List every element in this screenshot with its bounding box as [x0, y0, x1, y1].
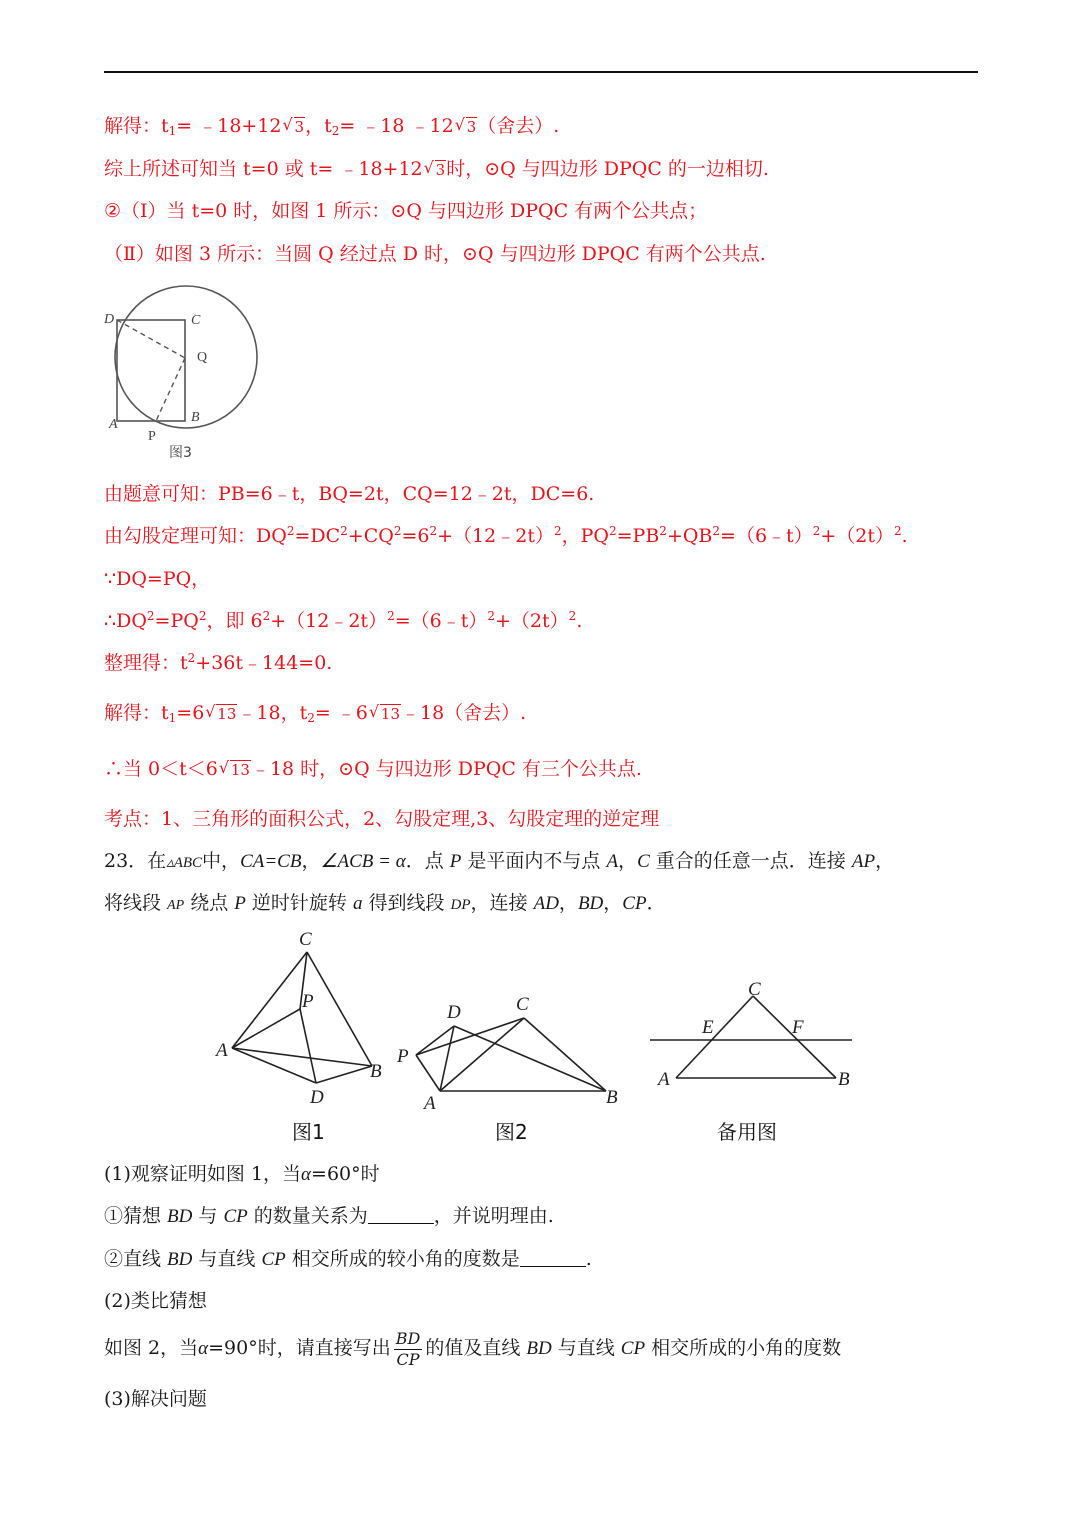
label-c: C — [191, 313, 201, 328]
spare-label-b: B — [838, 1069, 850, 1090]
solution-line-3: ②（Ⅰ）当 t=0 时，如图 1 所示：⊙Q 与四边形 DPQC 有两个公共点； — [104, 200, 708, 222]
fig2-label-p: P — [397, 1046, 409, 1067]
fig1-label-c: C — [299, 929, 312, 950]
figure-spare — [642, 975, 862, 1095]
label-q: Q — [197, 350, 208, 365]
fig2-label-d: D — [447, 1002, 461, 1023]
answer-blank-1[interactable] — [368, 1205, 434, 1224]
fig1-label-p: P — [302, 991, 314, 1012]
figure-1 — [210, 925, 395, 1110]
figure-3-caption: 图3 — [169, 445, 192, 461]
answer-blank-2[interactable] — [520, 1248, 586, 1267]
rectangle-dcba — [117, 320, 185, 421]
solution-line-1: 解得：$t_1=$ ﹣18+12√ 3，$t_2=$ ﹣18 ﹣12√ 3（舍去）. — [104, 112, 559, 141]
spare-label-e: E — [702, 1017, 714, 1038]
part-1-question-1: ①猜想 BD 与 CP 的数量关系为 ，并说明理由. — [104, 1205, 554, 1227]
problem-23-line-1: 23．在▵ABC中，CA=CB，∠ACB = α．点 P 是平面内不与点 A，C 重合的任意一点．连接 AP， — [104, 850, 895, 872]
part-1-question-2: ②直线 BD 与直线 CP 相交所成的较小角的度数是 . — [104, 1248, 592, 1270]
label-d: D — [104, 312, 115, 327]
figure-spare-caption: 备用图 — [717, 1120, 777, 1144]
solution-key-points: 考点：1、三角形的面积公式，2、勾股定理,3、勾股定理的逆定理 — [104, 808, 660, 830]
spare-label-a: A — [658, 1069, 670, 1090]
solution-line-5: 由题意可知：PB=6﹣t，BQ=2t，CQ=12﹣2t，DC=6. — [104, 483, 595, 505]
part-1-heading: (1)观察证明如图 1，当α=60°时 — [104, 1163, 380, 1185]
fig1-label-d: D — [310, 1087, 324, 1108]
spare-label-c: C — [748, 979, 761, 1000]
figure-3 — [100, 282, 270, 462]
label-b: B — [191, 410, 200, 425]
solution-line-10: 解得：$t_1=6√$ 13﹣18，$t_2=$ ﹣6√ 13﹣18（舍去）. — [104, 699, 526, 728]
circle-q — [115, 286, 257, 428]
fraction-bd-over-cp: $\frac{BD}{CP}$ — [395, 1328, 421, 1369]
solution-line-11: ∴当 0＜t＜6√ 13﹣18 时，⊙Q 与四边形 DPQC 有三个公共点. — [104, 755, 642, 784]
problem-23-line-2: 将线段 AP 绕点 P 逆时针旋转 a 得到线段 DP，连接 AD，BD，CP． — [104, 892, 666, 914]
label-p: P — [148, 429, 156, 444]
part-3-heading: (3)解决问题 — [104, 1388, 207, 1410]
solution-line-2: 综上所述可知当 t=0 或 t= ﹣18+12√ 3时，⊙Q 与四边形 DPQC 的一边相切. — [104, 155, 769, 184]
header-rule — [104, 71, 978, 73]
fig2-label-a: A — [424, 1093, 436, 1114]
solution-line-7: ∵DQ=PQ， — [104, 568, 211, 590]
solution-line-8: $\therefore DQ^2=PQ^2$，即 $6^2+(12﹣2t)^2=(6﹣t)^2+(2t)^2$. — [104, 609, 583, 632]
part-2-question: 如图 2，当α=90°时，请直接写出 $\frac{BD}{CP}$ 的值及直线 BD 与直线 CP 相交所成的小角的度数 — [104, 1328, 842, 1369]
fig1-label-b: B — [370, 1061, 382, 1082]
label-a: A — [109, 417, 118, 432]
figure-2-caption: 图2 — [495, 1120, 528, 1144]
spare-label-f: F — [792, 1017, 804, 1038]
solution-line-4: （Ⅱ）如图 3 所示：当圆 Q 经过点 D 时，⊙Q 与四边形 DPQC 有两个公共点. — [104, 243, 766, 265]
segment-dq — [117, 320, 185, 358]
segment-qp — [156, 358, 185, 421]
fig2-label-c: C — [516, 994, 529, 1015]
figure-1-caption: 图1 — [292, 1120, 325, 1144]
fig1-label-a: A — [216, 1040, 228, 1061]
part-2-heading: (2)类比猜想 — [104, 1290, 207, 1312]
figure-2 — [392, 985, 632, 1115]
solution-line-9: 整理得：$t^2+36t﹣144=0$. — [104, 651, 333, 674]
solution-line-6: 由勾股定理可知：$DQ^2=DC^2+CQ^2=6^2+(12﹣2t)^2$，$PQ^2=PB^2+QB^2=(6﹣t)^2+(2t)^2$. — [104, 524, 908, 547]
fig2-label-b: B — [606, 1087, 618, 1108]
